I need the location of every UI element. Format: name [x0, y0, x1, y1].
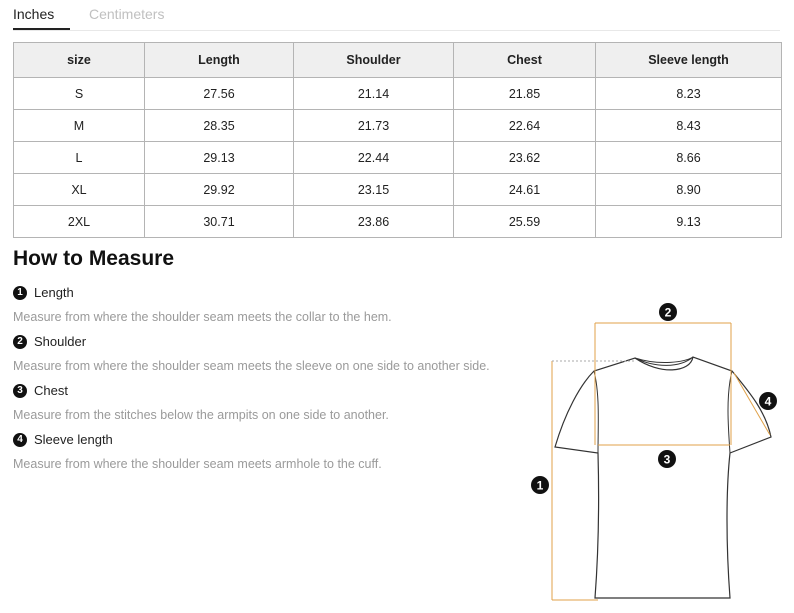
step-label: Chest — [34, 383, 68, 398]
tshirt-measure-diagram — [520, 295, 790, 610]
number-1-icon: 1 — [13, 286, 27, 300]
number-2-icon: 2 — [13, 335, 27, 349]
size-chart-table — [13, 42, 782, 238]
number-3-icon: 3 — [13, 384, 27, 398]
step-length-description: Measure from where the shoulder seam meets the collar to the hem. — [13, 310, 392, 324]
cell-chest: 23.62 — [454, 142, 596, 174]
unit-tabs — [13, 0, 780, 31]
cell-shoulder: 21.14 — [294, 78, 454, 110]
step-shoulder-heading — [13, 334, 86, 349]
table-row — [14, 110, 782, 142]
cell-length: 29.92 — [145, 174, 294, 206]
step-chest-heading — [13, 383, 68, 398]
svg-text:3: 3 — [663, 452, 671, 467]
table-header-row — [14, 43, 782, 78]
table-row — [14, 206, 782, 238]
cell-shoulder: 23.86 — [294, 206, 454, 238]
step-label: Shoulder — [34, 334, 87, 349]
cell-chest: 24.61 — [454, 174, 596, 206]
svg-text:4: 4 — [764, 394, 772, 409]
cell-length: 28.35 — [145, 110, 294, 142]
cell-length: 27.56 — [145, 78, 294, 110]
header-sleeve-length: Sleeve length — [596, 43, 782, 78]
tab-centimeters[interactable]: Centimeters — [89, 6, 165, 22]
marker-2-icon — [659, 303, 677, 321]
table-row — [14, 142, 782, 174]
cell-sleeve-length: 8.66 — [596, 142, 782, 174]
cell-size: 2XL — [14, 206, 145, 238]
tab-inches[interactable]: Inches — [13, 6, 55, 22]
step-label: Sleeve length — [34, 432, 113, 447]
cell-shoulder: 22.44 — [294, 142, 454, 174]
how-to-measure-title: How to Measure — [13, 247, 175, 270]
cell-sleeve-length: 9.13 — [596, 206, 782, 238]
svg-text:1: 1 — [536, 478, 544, 493]
table-row — [14, 78, 782, 110]
step-shoulder-description: Measure from where the shoulder seam meets the sleeve on one side to another side. — [13, 359, 490, 373]
step-sleeve-length-description: Measure from where the shoulder seam meets armhole to the cuff. — [13, 457, 382, 471]
svg-text:2: 2 — [664, 305, 672, 320]
cell-chest: 25.59 — [454, 206, 596, 238]
cell-size: M — [14, 110, 145, 142]
tabs-divider — [13, 30, 780, 31]
marker-1-icon — [531, 476, 549, 494]
tshirt-outline — [555, 357, 771, 598]
step-chest-description: Measure from the stitches below the armpits on one side to another. — [13, 408, 389, 422]
cell-shoulder: 21.73 — [294, 110, 454, 142]
number-4-icon: 4 — [13, 433, 27, 447]
cell-size: L — [14, 142, 145, 174]
cell-sleeve-length: 8.90 — [596, 174, 782, 206]
cell-size: XL — [14, 174, 145, 206]
cell-sleeve-length: 8.43 — [596, 110, 782, 142]
marker-3-icon — [658, 450, 676, 468]
header-chest: Chest — [454, 43, 596, 78]
cell-shoulder: 23.15 — [294, 174, 454, 206]
cell-size: S — [14, 78, 145, 110]
header-length: Length — [145, 43, 294, 78]
step-length-heading — [13, 285, 74, 300]
cell-length: 30.71 — [145, 206, 294, 238]
header-shoulder: Shoulder — [294, 43, 454, 78]
step-sleeve-length-heading — [13, 432, 113, 447]
cell-chest: 21.85 — [454, 78, 596, 110]
step-label: Length — [34, 285, 74, 300]
cell-length: 29.13 — [145, 142, 294, 174]
marker-4-icon — [759, 392, 777, 410]
cell-sleeve-length: 8.23 — [596, 78, 782, 110]
table-row — [14, 174, 782, 206]
header-size: size — [14, 43, 145, 78]
cell-chest: 22.64 — [454, 110, 596, 142]
